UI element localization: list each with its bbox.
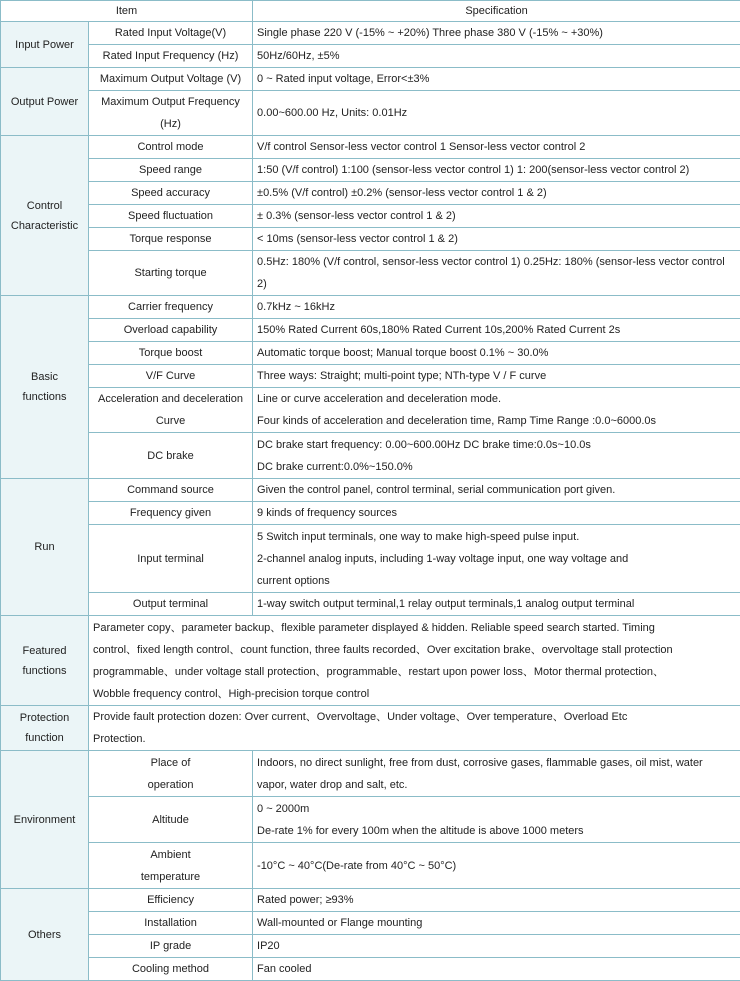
table-header [1,1,740,22]
row-label: Torque boost [89,342,253,365]
row-label: Efficiency [89,889,253,912]
row-label: Overload capability [89,319,253,342]
row-label: Input terminal [89,525,253,593]
row-label-line: Place of [93,752,248,774]
row-label-line: Acceleration and deceleration [93,388,248,410]
table-row [1,502,740,525]
row-label: Maximum Output Voltage (V) [89,68,253,91]
row-value [89,706,740,751]
row-value-line: DC brake start frequency: 0.00~600.00Hz DC brake time:0.0s~10.0s [257,434,736,456]
row-label: Rated Input Frequency (Hz) [89,45,253,68]
group-run: Run [1,479,89,616]
table-row [1,159,740,182]
row-value-line: 5 Switch input terminals, one way to make high-speed pulse input. [257,526,736,548]
table-row [1,706,740,751]
row-value-line: DC brake current:0.0%~150.0% [257,456,736,478]
table-row [1,22,740,45]
row-value: 1-way switch output terminal,1 relay output terminals,1 analog output terminal [253,593,740,616]
row-label: Altitude [89,797,253,843]
row-value: Given the control panel, control terminal, serial communication port given. [253,479,740,502]
row-label-line: Curve [93,410,248,432]
row-label-line: temperature [93,866,248,888]
group-output-power: Output Power [1,68,89,136]
row-value: Wall-mounted or Flange mounting [253,912,740,935]
row-label: Speed fluctuation [89,205,253,228]
row-value [253,525,740,593]
row-value: < 10ms (sensor-less vector control 1 & 2) [253,228,740,251]
row-value-line: current options [257,570,736,592]
row-value: 9 kinds of frequency sources [253,502,740,525]
row-label: Output terminal [89,593,253,616]
group-environment: Environment [1,751,89,889]
group-control-characteristic [1,136,89,296]
row-label: IP grade [89,935,253,958]
row-value [253,433,740,479]
table-row [1,433,740,479]
row-value-line: Wobble frequency control、High-precision torque control [93,683,736,705]
row-label: Command source [89,479,253,502]
row-value: V/f control Sensor-less vector control 1 Sensor-less vector control 2 [253,136,740,159]
row-value-line: Four kinds of acceleration and deceleration time, Ramp Time Range :0.0~6000.0s [257,410,736,432]
group-featured-functions [1,616,89,706]
table-row [1,797,740,843]
row-label [89,751,253,797]
table-row [1,958,740,981]
row-label: Starting torque [89,251,253,296]
header-item: Item [1,1,253,22]
row-label: Torque response [89,228,253,251]
group-label-line: Featured [5,641,84,661]
row-label [89,843,253,889]
row-label [89,388,253,433]
table-row [1,182,740,205]
row-label: Speed accuracy [89,182,253,205]
row-label [89,91,253,136]
row-value: Rated power; ≥93% [253,889,740,912]
table-row [1,365,740,388]
row-value [253,797,740,843]
row-value-line: Indoors, no direct sunlight, free from dust, corrosive gases, flammable gases, oil mist, water [257,752,736,774]
row-value-line: 0 ~ 2000m [257,798,736,820]
row-value-line: control、fixed length control、count function, three faults recorded、Over excitation brake、overvoltage stall protection [93,639,736,661]
row-value: Automatic torque boost; Manual torque boost 0.1% ~ 30.0% [253,342,740,365]
table-row [1,479,740,502]
group-label-line: functions [5,661,84,681]
group-others: Others [1,889,89,981]
row-label: Speed range [89,159,253,182]
row-value-line: Protection. [93,728,736,750]
row-value: 0 ~ Rated input voltage, Error<±3% [253,68,740,91]
row-value: -10°C ~ 40°C(De-rate from 40°C ~ 50°C) [253,843,740,889]
row-value: 1:50 (V/f control) 1:100 (sensor-less vector control 1) 1: 200(sensor-less vector control 2) [253,159,740,182]
row-value [253,388,740,433]
row-label: Frequency given [89,502,253,525]
group-input-power: Input Power [1,22,89,68]
table-row [1,319,740,342]
row-value: ±0.5% (V/f control) ±0.2% (sensor-less vector control 1 & 2) [253,182,740,205]
row-value: 50Hz/60Hz, ±5% [253,45,740,68]
row-value [253,751,740,797]
group-label-line: Control [5,196,84,216]
row-value: 0.00~600.00 Hz, Units: 0.01Hz [253,91,740,136]
table-row [1,912,740,935]
row-label: V/F Curve [89,365,253,388]
row-label-line: Ambient [93,844,248,866]
table-row [1,251,740,296]
table-row [1,593,740,616]
row-value-line: Line or curve acceleration and deceleration mode. [257,388,736,410]
row-value-line: Parameter copy、parameter backup、flexible parameter displayed & hidden. Reliable speed search started. Timing [93,617,736,639]
group-label-line: Protection [5,708,84,728]
table-row [1,616,740,706]
row-value [89,616,740,706]
row-label: DC brake [89,433,253,479]
row-value-line: programmable、under voltage stall protection、programmable、restart upon power loss、Motor thermal protection、 [93,661,736,683]
table-row [1,342,740,365]
row-label-line: Maximum Output Frequency [93,91,248,113]
row-value-line: vapor, water drop and salt, etc. [257,774,736,796]
row-value: IP20 [253,935,740,958]
row-value: 150% Rated Current 60s,180% Rated Current 10s,200% Rated Current 2s [253,319,740,342]
table-row [1,525,740,593]
row-label: Carrier frequency [89,296,253,319]
row-value-line: De-rate 1% for every 100m when the altitude is above 1000 meters [257,820,736,842]
table-row [1,45,740,68]
row-value-line: 2-channel analog inputs, including 1-way voltage input, one way voltage and [257,548,736,570]
table-row [1,205,740,228]
table-row [1,889,740,912]
group-protection-function [1,706,89,751]
row-label-line: (Hz) [93,113,248,135]
row-label: Cooling method [89,958,253,981]
group-label-line: Basic [5,367,84,387]
table-row [1,296,740,319]
row-label-line: operation [93,774,248,796]
row-value: 0.7kHz ~ 16kHz [253,296,740,319]
row-value: Three ways: Straight; multi-point type; NTh-type V / F curve [253,365,740,388]
group-label-line: function [5,728,84,748]
row-value: ± 0.3% (sensor-less vector control 1 & 2) [253,205,740,228]
row-label: Installation [89,912,253,935]
table-row [1,751,740,797]
row-value-line: Provide fault protection dozen: Over current、Overvoltage、Under voltage、Over temperature、Overload Etc [93,706,736,728]
row-value: 0.5Hz: 180% (V/f control, sensor-less vector control 1) 0.25Hz: 180% (sensor-less vector control 2) [253,251,740,296]
group-basic-functions [1,296,89,479]
table-row [1,91,740,136]
group-label-line: functions [5,387,84,407]
row-label: Rated Input Voltage(V) [89,22,253,45]
row-label: Control mode [89,136,253,159]
table-row [1,843,740,889]
row-value: Single phase 220 V (-15% ~ +20%) Three phase 380 V (-15% ~ +30%) [253,22,740,45]
table-row [1,388,740,433]
table-row [1,136,740,159]
group-label-line: Characteristic [5,216,84,236]
table-row [1,228,740,251]
table-row [1,935,740,958]
header-specification: Specification [253,1,740,22]
row-value: Fan cooled [253,958,740,981]
table-row [1,68,740,91]
